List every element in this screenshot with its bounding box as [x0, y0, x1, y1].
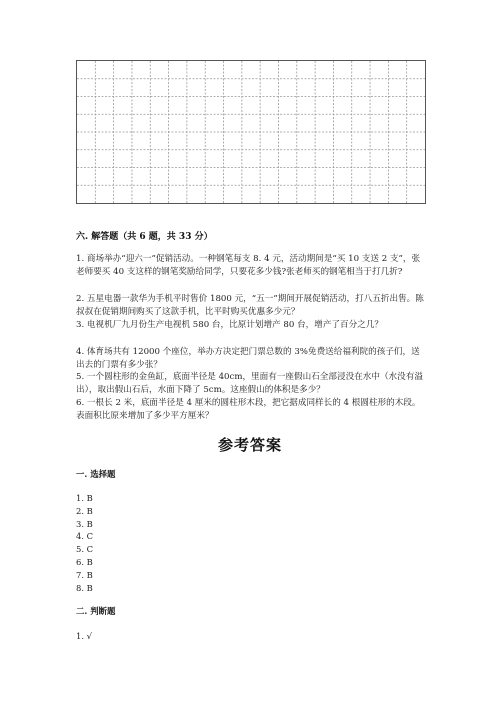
choice-answer: 3. B	[76, 518, 93, 529]
choice-answer: 6. B	[76, 556, 93, 567]
judge-answer: 1. √	[76, 631, 92, 641]
question-1: 1. 商场举办“迎六一”促销活动。一种钢笔每支 8. 4 元，活动期间是“买 10 支送 2 支”，张老师要买 40 支这样的钢笔奖励给同学，只要花多少钱?张老师买的钢笔相当于打几折?	[76, 254, 421, 277]
question-6: 6. 一根长 2 米，底面半径是 4 厘米的圆柱形木段，把它据成同样长的 4 根圆柱形的木段。表面积比原来增加了多少平方厘米？	[76, 398, 421, 421]
question-4: 4. 体育场共有 12000 个座位，举办方决定把门票总数的 3%免费送给福利院的孩子们，送出去的门票有多少张？	[76, 347, 420, 370]
judge-answer-list	[76, 630, 92, 643]
section-6-title: 六. 解答题（共 6 题，共 33 分）	[76, 232, 213, 242]
choice-answer: 1. B	[76, 493, 93, 503]
choice-answer: 7. B	[76, 569, 93, 580]
choice-answer: 5. C	[76, 544, 94, 555]
choice-section-title: 一. 选择题	[76, 469, 116, 479]
question-5: 5. 一个圆柱形的金鱼缸，底面半径是 40cm，里面有一座假山石全部浸没在水中（水没有溢出），取出假山石后，水面下降了 5cm。这座假山的体积是多少？	[76, 372, 423, 395]
writing-grid	[76, 60, 426, 204]
choice-answer-list	[76, 492, 93, 594]
grid-lines	[77, 61, 425, 203]
question-3: 3. 电视机厂九月份生产电视机 580 台，比原计划增产 80 台，增产了百分之几？	[76, 320, 384, 330]
judge-section-title: 二. 判断题	[76, 606, 116, 616]
choice-answer: 8. B	[76, 582, 93, 593]
choice-answer: 4. C	[76, 531, 94, 542]
choice-answer: 2. B	[76, 505, 93, 516]
question-2: 2. 五星电器一款华为手机平时售价 1800 元，“五一”期间开展促销活动，打八五折出售。陈叔叔在促销期间购买了这款手机，比平时购买优惠多少元？	[76, 294, 424, 317]
answer-key-title: 参考答案	[217, 436, 282, 454]
